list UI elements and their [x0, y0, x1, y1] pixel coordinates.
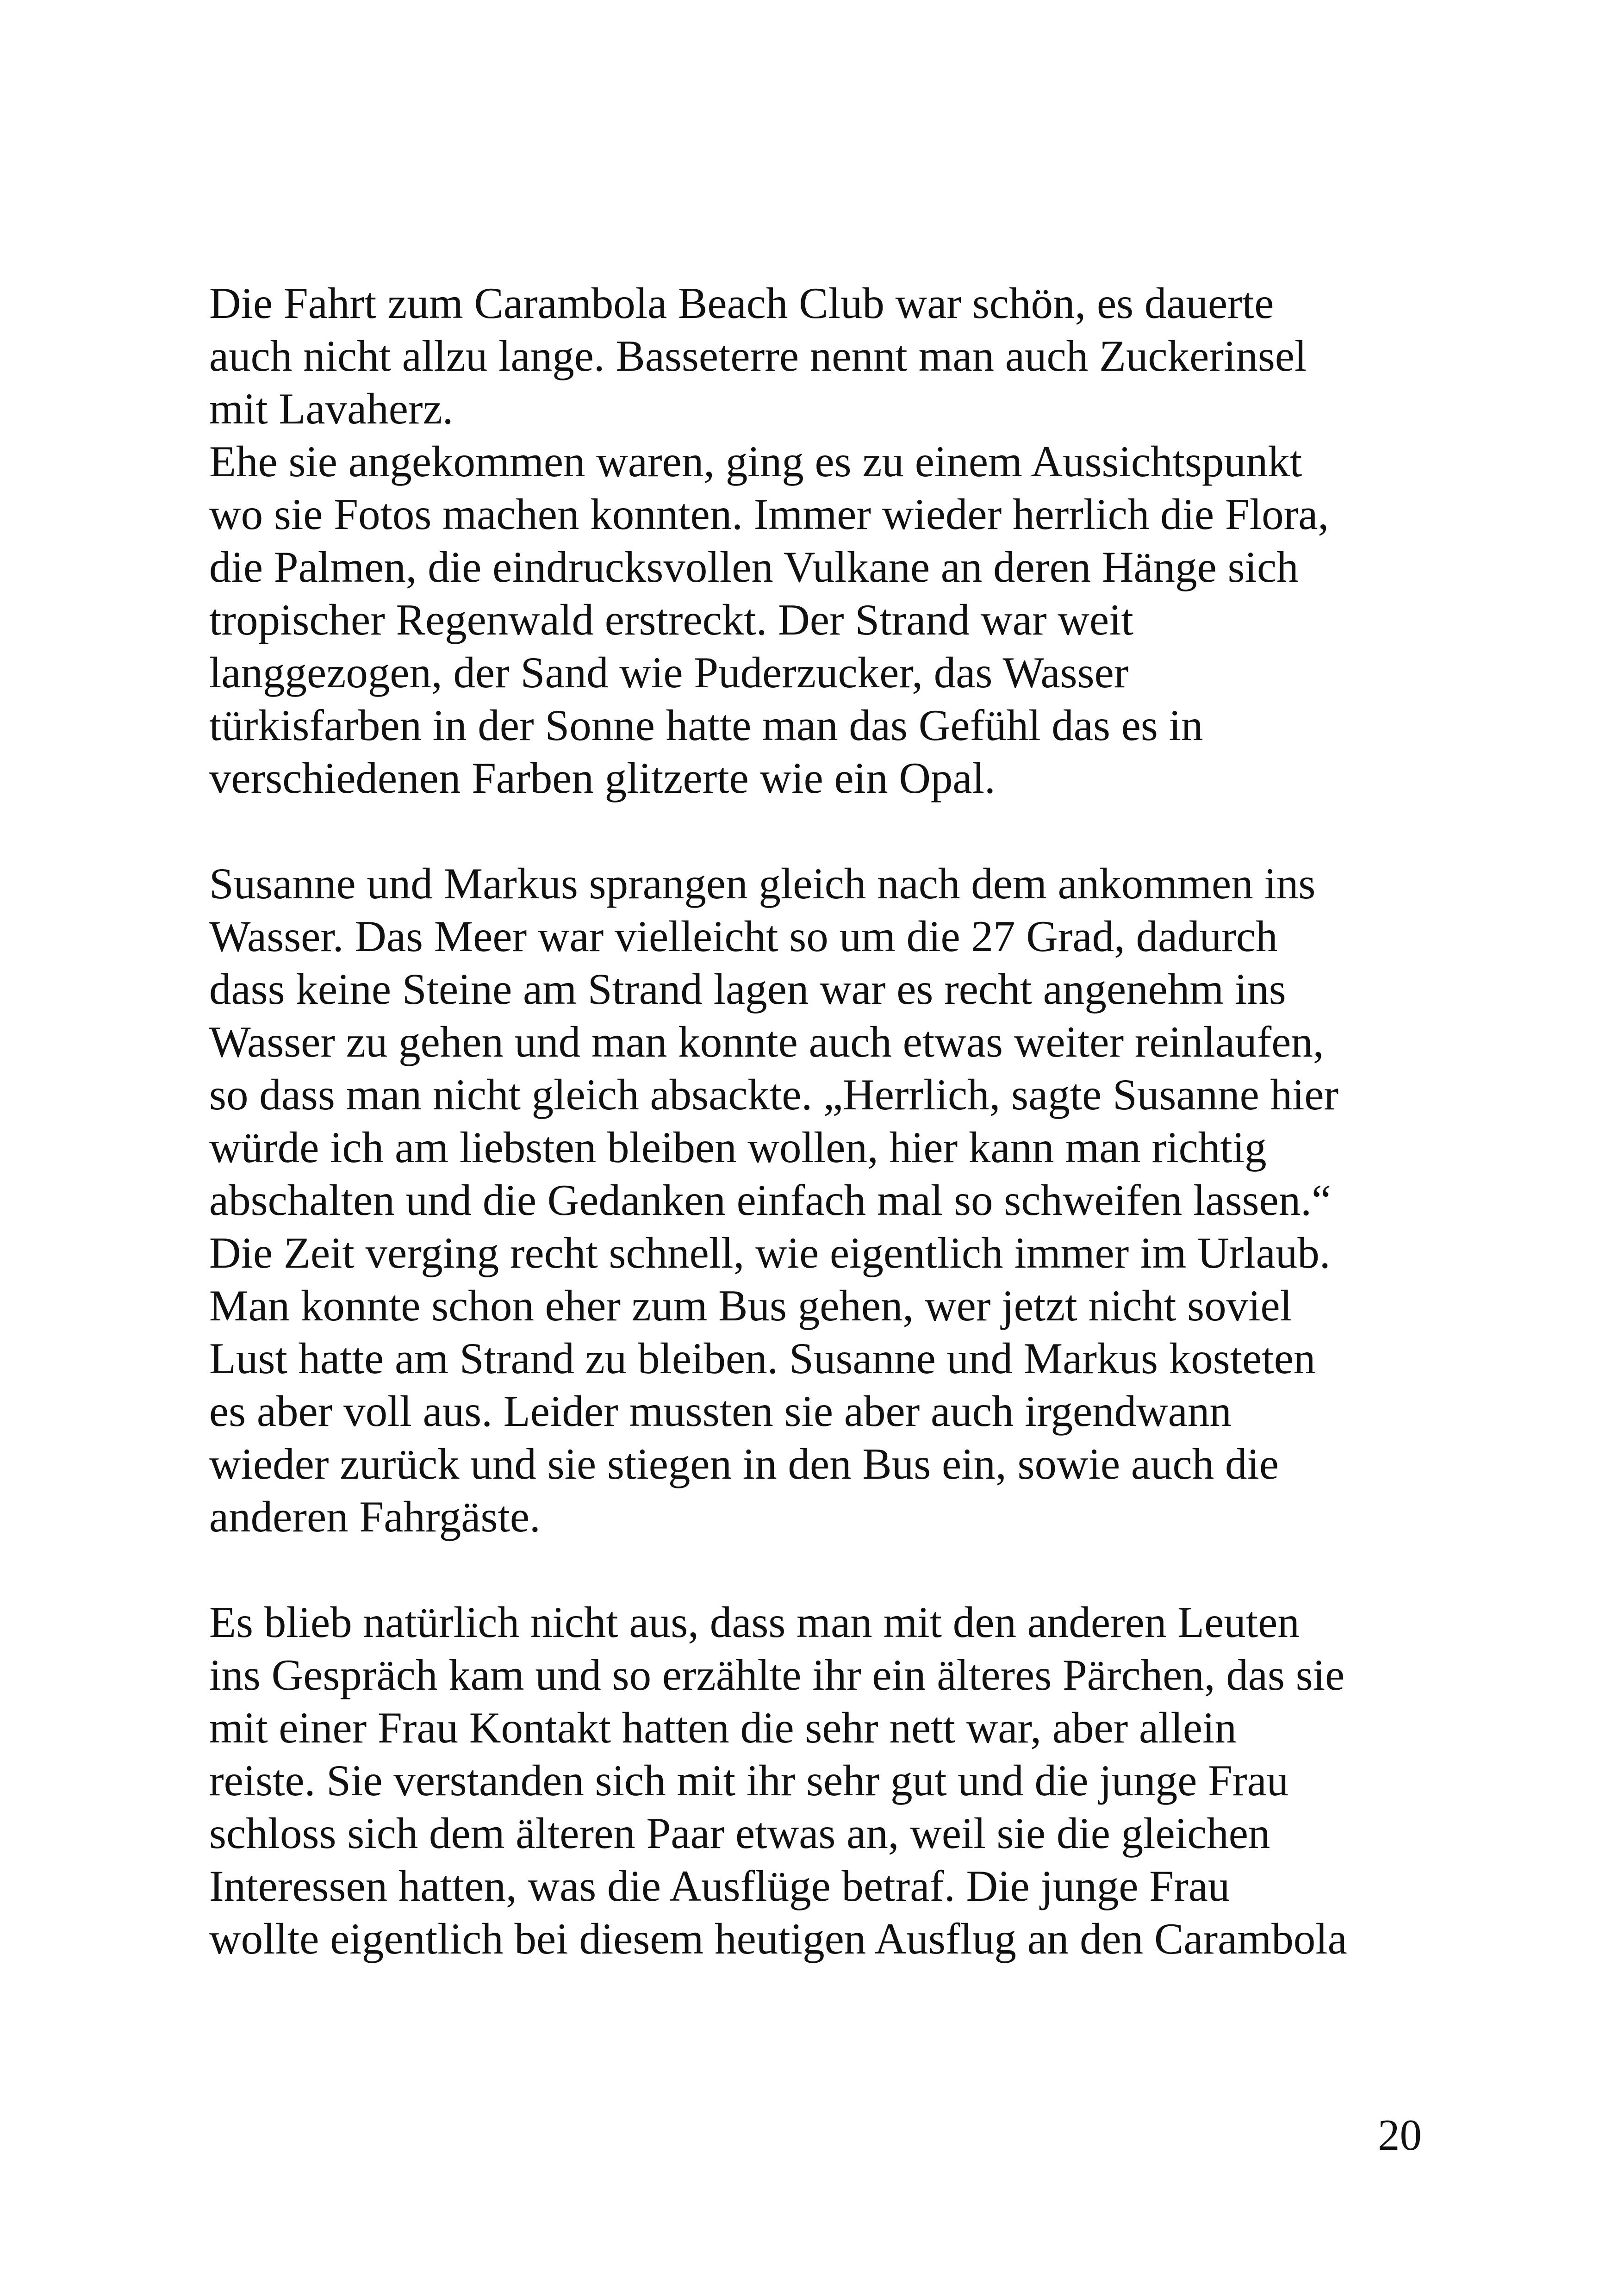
paragraph-2 — [209, 857, 1422, 1543]
paragraph-gap — [209, 1543, 1422, 1596]
text-line: Man konnte schon eher zum Bus gehen, wer jetzt nicht soviel — [209, 1281, 1293, 1330]
text-line: auch nicht allzu lange. Basseterre nennt man auch Zuckerinsel — [209, 331, 1307, 380]
text-line: mit einer Frau Kontakt hatten die sehr nett war, aber allein — [209, 1703, 1237, 1752]
text-line: anderen Fahrgäste. — [209, 1492, 541, 1541]
text-line: dass keine Steine am Strand lagen war es recht angenehm ins — [209, 964, 1286, 1014]
text-line: die Palmen, die eindrucksvollen Vulkane an deren Hänge sich — [209, 542, 1299, 591]
text-line: Susanne und Markus sprangen gleich nach dem ankommen ins — [209, 859, 1316, 908]
text-line: es aber voll aus. Leider mussten sie aber auch irgendwann — [209, 1387, 1232, 1436]
text-line: so dass man nicht gleich absackte. „Herrlich, sagte Susanne hier — [209, 1070, 1339, 1119]
text-line: Wasser. Das Meer war vielleicht so um die 27 Grad, dadurch — [209, 912, 1278, 961]
text-line: tropischer Regenwald erstreckt. Der Strand war weit — [209, 595, 1133, 644]
text-line: wieder zurück und sie stiegen in den Bus ein, sowie auch die — [209, 1439, 1279, 1488]
body-text — [209, 277, 1422, 1965]
text-line: mit Lavaherz. — [209, 384, 454, 433]
paragraph-1 — [209, 277, 1422, 804]
text-line: langgezogen, der Sand wie Puderzucker, das Wasser — [209, 648, 1129, 697]
text-line: Es blieb natürlich nicht aus, dass man mit den anderen Leuten — [209, 1598, 1300, 1647]
text-line: würde ich am liebsten bleiben wollen, hier kann man richtig — [209, 1123, 1267, 1172]
text-line: wo sie Fotos machen konnten. Immer wieder herrlich die Flora, — [209, 490, 1329, 539]
page-number: 20 — [1378, 2110, 1422, 2159]
text-line: Ehe sie angekommen waren, ging es zu einem Aussichtspunkt — [209, 437, 1302, 486]
text-line: verschiedenen Farben glitzerte wie ein Opal. — [209, 753, 996, 803]
text-line: wollte eigentlich bei diesem heutigen Ausflug an den Carambola — [209, 1914, 1347, 1963]
text-line: reiste. Sie verstanden sich mit ihr sehr gut und die junge Frau — [209, 1756, 1289, 1805]
text-line: ins Gespräch kam und so erzählte ihr ein älteres Pärchen, das sie — [209, 1650, 1345, 1699]
text-line: Wasser zu gehen und man konnte auch etwas weiter reinlaufen, — [209, 1017, 1324, 1066]
text-line: Lust hatte am Strand zu bleiben. Susanne und Markus kosteten — [209, 1334, 1316, 1383]
text-line: Die Zeit verging recht schnell, wie eigentlich immer im Urlaub. — [209, 1228, 1331, 1277]
text-line: Interessen hatten, was die Ausflüge betraf. Die junge Frau — [209, 1861, 1230, 1910]
text-line: schloss sich dem älteren Paar etwas an, weil sie die gleichen — [209, 1809, 1270, 1858]
paragraph-gap — [209, 804, 1422, 857]
text-line: türkisfarben in der Sonne hatte man das Gefühl das es in — [209, 701, 1203, 750]
text-line: abschalten und die Gedanken einfach mal so schweifen lassen.“ — [209, 1176, 1332, 1225]
paragraph-3 — [209, 1596, 1422, 1965]
text-line: Die Fahrt zum Carambola Beach Club war schön, es dauerte — [209, 279, 1274, 328]
